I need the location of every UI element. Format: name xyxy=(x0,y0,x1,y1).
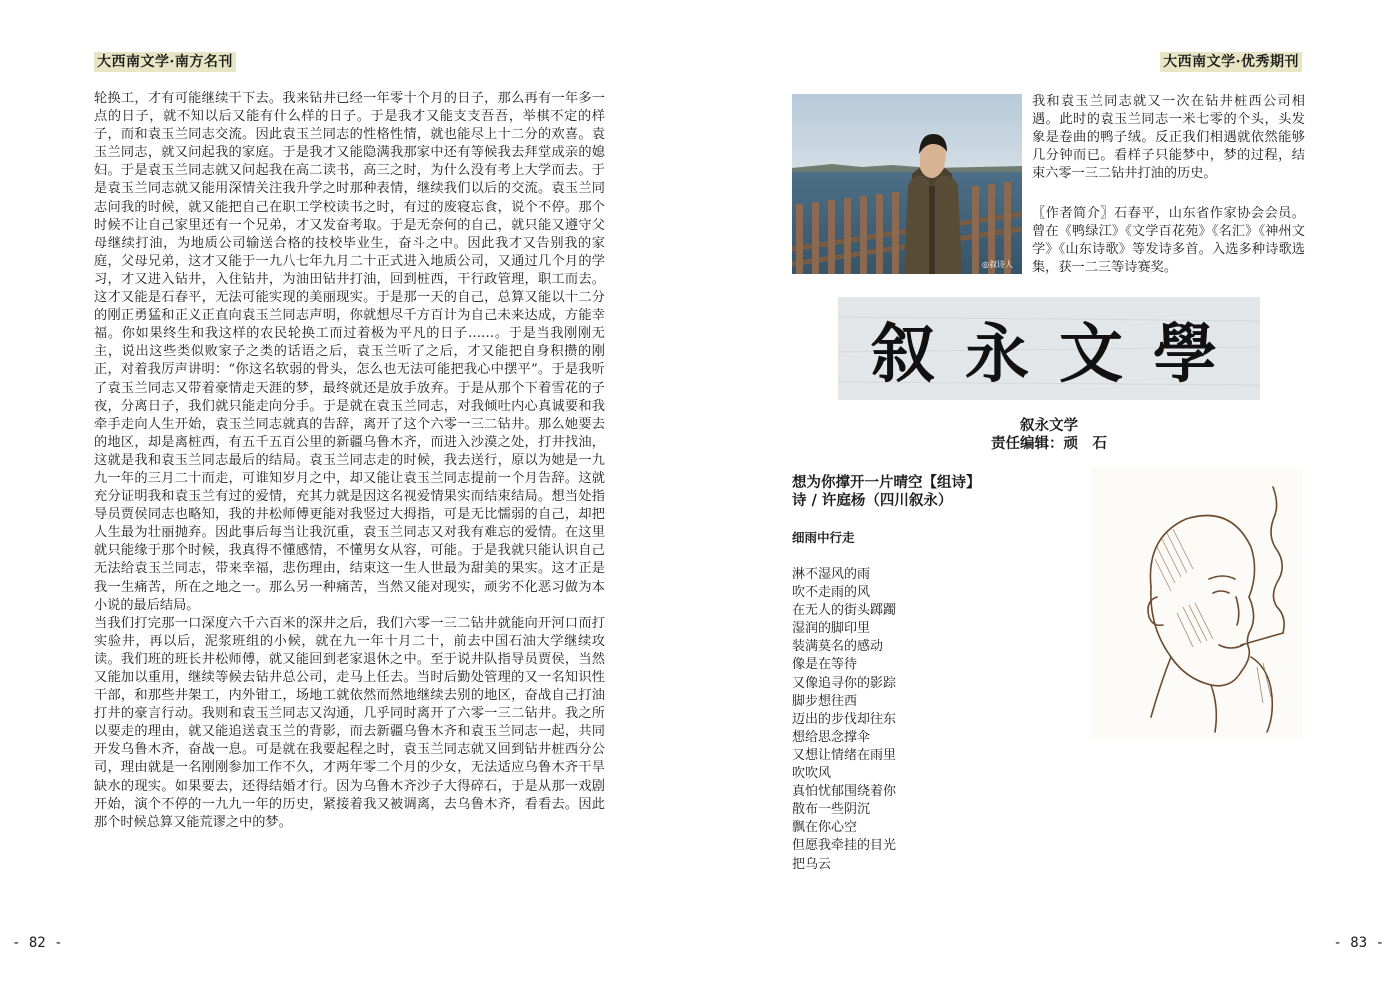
poem-line: 想给思念撑伞 xyxy=(792,729,871,745)
column-name: 叙永文学 xyxy=(1020,417,1078,434)
poem-line: 真怕忧郁围绕着你 xyxy=(792,784,897,800)
running-header-right: 大西南文学·优秀期刊 xyxy=(1160,52,1302,72)
poem-line: 淋不湿风的雨 xyxy=(792,567,871,582)
poem-line: 像是在等待 xyxy=(792,657,858,673)
poem-byline: 诗 / 许庭杨（四川叙永） xyxy=(792,492,953,509)
calligraphy-title: 叙永文學 xyxy=(871,316,1247,392)
poem-line: 湿润的脚印里 xyxy=(792,621,871,637)
poem-line: 装满莫名的感动 xyxy=(792,639,884,655)
author-bio xyxy=(1032,205,1305,277)
right-page xyxy=(699,0,1398,982)
poem-line: 迈出的步伐却往东 xyxy=(792,711,897,727)
poem-title: 想为你撑开一片晴空【组诗】 xyxy=(792,474,981,491)
article-ending-text: 我和袁玉兰同志就又一次在钻井桩西公司相遇。此时的袁玉兰同志一米七零的个头，头发象是卷曲的鸭子绒。反正我们相遇就依然能够几分钟而已。看样子只能梦中，梦的过程，结束六零一三二钻井打油的历史。 xyxy=(1032,94,1305,182)
poem-line: 散布一些阴沉 xyxy=(792,802,871,818)
calligraphy-banner xyxy=(838,297,1260,400)
poem-line: 吹不走雨的风 xyxy=(792,585,871,601)
author-photo-image xyxy=(792,94,1022,274)
poem-line: 在无人的街头踯躅 xyxy=(792,603,897,619)
article-ending xyxy=(1032,93,1305,183)
photo-watermark: ◎叙诗人 xyxy=(982,260,1013,269)
author-photo xyxy=(792,94,1022,274)
poem-line: 吹吹风 xyxy=(792,766,832,782)
poem-line: 脚步想往西 xyxy=(792,693,858,709)
poem-line: 又像追寻你的影踪 xyxy=(792,675,897,691)
poem-subtitle: 细雨中行走 xyxy=(792,530,855,545)
page-number-right: - 83 - xyxy=(1333,935,1384,951)
poem-line: 飘在你心空 xyxy=(792,820,858,836)
article-paragraph-2: 当我们打完那一口深度六千六百米的深井之后，我们六零一三二钻井就能向开河口而打实验井，再以后，泥浆班组的小候，就在九一年十月二十，前去中国石油大学继续攻读。我们班的班长井松师傅，就又能回到老家退休之中。至于说井队指导员贾侯，当然又能加以重用，继续等候去钻井总公司，走马上任去。当时后勤处管理的又一名知识性干部，和那些井架工，内外钳工，场地工就依然而然地继续去别的地区，奋战自己打油打井的豪言行动。我则和袁玉兰同志又沟通，几乎同时离开了六零一三二钻井。我之所以要走的理由，就又能追送袁玉兰的背影，而去新疆乌鲁木齐和袁玉兰同志一起，共同开发乌鲁木齐，奋战一息。可是就在我要起程之时，袁玉兰同志就又回到钻井桩西分公司，理由就是一名刚刚参加工作不久，才两年零二个月的少女，无法适应乌鲁木齐干旱缺水的现实。如果要去，还得结婚才行。因为乌鲁木齐沙子大得碎石，于是从那一戏剧开始，演个不停的一九九一年的历史，紧接着我又被调离，去乌鲁木齐，看看去。因此那个时候总算又能荒谬之中的梦。 xyxy=(94,615,605,830)
poem-line: 又想让情绪在雨里 xyxy=(792,747,897,763)
poem-line: 把乌云 xyxy=(792,856,832,872)
portrait-sketch xyxy=(1091,467,1303,739)
article-body xyxy=(94,90,605,832)
poem-body xyxy=(792,566,896,874)
page-number-left: - 82 - xyxy=(12,935,63,951)
author-bio-text: 〖作者简介〗石春平，山东省作家协会会员。曾在《鸭绿江》《文学百花苑》《名汇》《神州文学》《山东诗歌》等发诗多首。入选多种诗歌选集，获一二三等诗赛奖。 xyxy=(1032,206,1305,276)
running-header-left: 大西南文学·南方名刊 xyxy=(94,52,236,72)
editor-credit: 责任编辑：顽 石 xyxy=(991,435,1107,452)
article-paragraph-1: 轮换工，才有可能继续干下去。我来钻井已经一年零十个月的日子，那么再有一年多一点的日子，就不知以后又能有什么样的日子。于是我才又能支支吾吾，举棋不定的样子，而和袁玉兰同志交流。因此袁玉兰同志的性格性情，就也能尽上十二分的欢喜。袁玉兰同志，就又问起我的家庭。于是我才又能隐满我那家中还有等候我去拜堂成亲的媳妇。于是袁玉兰同志就又问起我在高二读书，高三之时，为什么没有考上大学而去。于是袁玉兰同志就又能用深情关注我升学之时那种表情，继续我们以后的交流。袁玉兰同志问我的时候，就又能把自己在职工学校读书之时，有过的废寝忘食，说个不停。那个时候不让自己家里还有一个兄弟，才又发奋考取。于是无奈何的自己，就只能又遵守父母继续打油，为地质公司输送合格的技校毕业生，奋斗之中。因此我才又告别我的家庭，父母兄弟，这才又能于一九八七年九月二十正式进入地质公司，又通过几个月的学习，才又进入钻井，入住钻井，为油田钻井打油，回到桩西，干行政管理，职工而去。这才又能是石春平，无法可能实现的美丽现实。于是那一天的自己，总算又能以十二分的刚正勇猛和正义正直向袁玉兰同志声明，你就想尽千方百计为自己未来达成，方能幸福。你如果终生和我这样的农民轮换工而过着极为平凡的日子……。于是当我刚刚无主，说出这些类似败家子之类的话语之后，袁玉兰听了之后，才又能把自身积攒的刚正，对着我厉声讲明：“你这名软弱的骨头，怎么也无法可能把我心中摆平”。于是我听了袁玉兰同志又带着豪情走天涯的梦，最终就还是放手放弃。于是从那个下着雪花的子夜，分离日子，我们就只能走向分手。于是就在袁玉兰同志，对我倾吐内心真诚要和我牵手走向人生开始，袁玉兰同志就真的告辞，离开了这个六零一三二钻井。那么她要去的地区，却是离桩西，有五千五百公里的新疆乌鲁木齐，而进入沙漠之处，打井找油，这就是我和袁玉兰同志最后的结局。袁玉兰同志走的时候，我去送行，原以为她是一九九一年的三月二十而走，可谁知岁月之中，却又能让袁玉兰同志提前一个月告辞。这就充分证明我和袁玉兰有过的爱情，充其力就是因这名视爱情果实而结束结局。想当处指导员贾侯同志也略知，我的井松师傅更能对我竖过大拇指，可是无比懦弱的自己，却把人生最为壮丽抛弃。因此事后每当让我沉重，袁玉兰同志又对我有难忘的爱情。在这里就只能缘于那个时候，我真得不懂感情，不懂男女从容，可能。于是我就只能认识自己无法给袁玉兰同志，带来幸福，悲伤理由，结束这一生人世最为甜美的果实。这才正是我一生痛苦，所在之地之一。那么另一种痛苦，当然又能对现实，顽劣不化恶习做为本小说的最后结局。 xyxy=(94,91,605,613)
smoking-man-sketch xyxy=(1091,467,1303,739)
poem-line: 但愿我牵挂的目光 xyxy=(792,838,897,854)
